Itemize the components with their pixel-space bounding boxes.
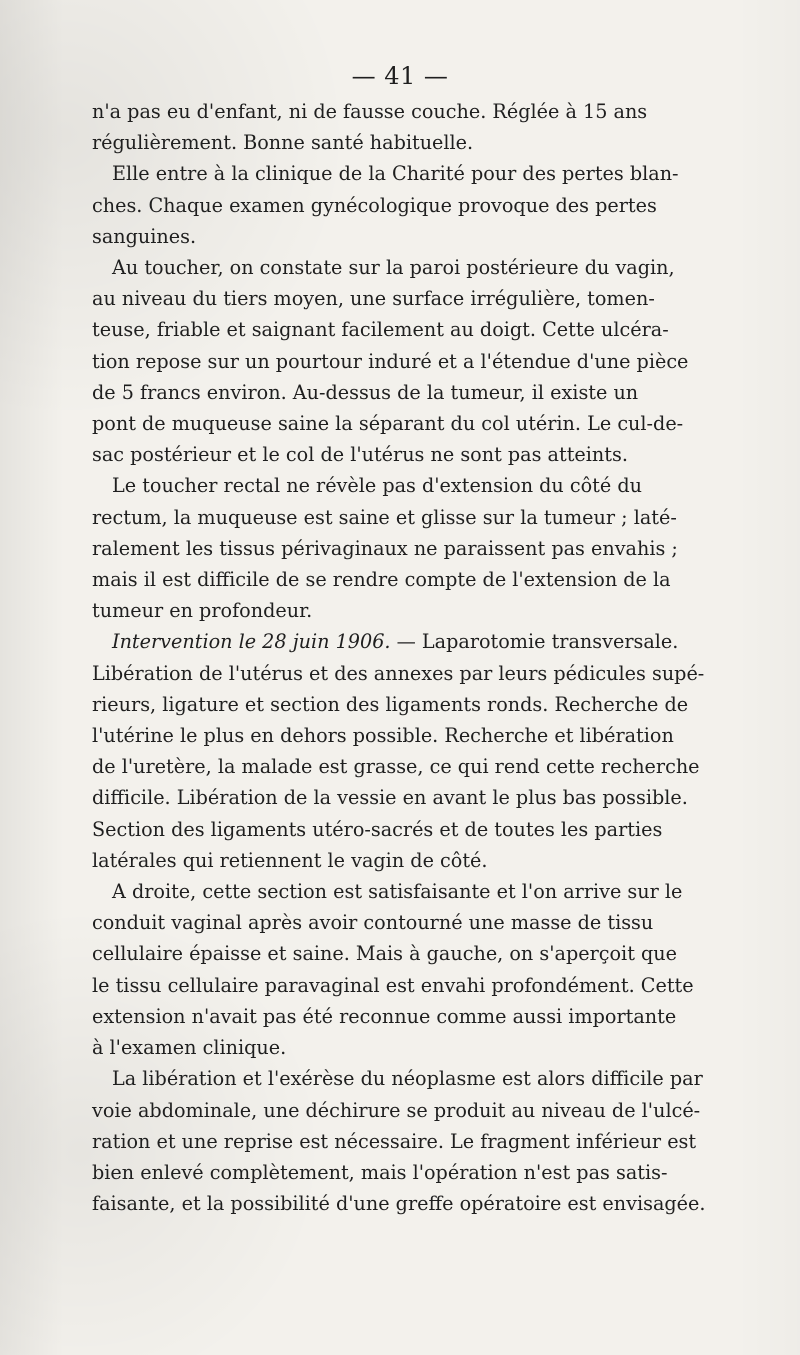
text-line: ralement les tissus périvaginaux ne paraissent pas envahis ; (92, 536, 678, 560)
text-line: rectum, la muqueuse est saine et glisse sur la tumeur ; laté- (92, 505, 677, 529)
text-line: Le toucher rectal ne révèle pas d'extension du côté du (112, 474, 642, 498)
text-line: bien enlevé complètement, mais l'opération n'est pas satis- (92, 1160, 668, 1184)
page-number: — 41 — (351, 62, 449, 90)
text-line: A droite, cette section est satisfaisante et l'on arrive sur le (112, 880, 683, 904)
text-line: tion repose sur un pourtour induré et a l'étendue d'une pièce (92, 349, 689, 373)
text-line: cellulaire épaisse et saine. Mais à gauche, on s'aperçoit que (92, 942, 677, 966)
text-line: rieurs, ligature et section des ligaments ronds. Recherche de (92, 692, 689, 716)
text-line: voie abdominale, une déchirure se produit au niveau de l'ulcé- (92, 1098, 701, 1122)
text-line: pont de muqueuse saine la séparant du col utérin. Le cul-de- (92, 412, 684, 436)
text-line: Libération de l'utérus et des annexes par leurs pédicules supé- (92, 661, 705, 685)
text-line: ches. Chaque examen gynécologique provoque des pertes (92, 193, 657, 217)
text-line: sac postérieur et le col de l'utérus ne sont pas atteints. (92, 443, 628, 467)
text-line: n'a pas eu d'enfant, ni de fausse couche. Réglée à 15 ans (92, 100, 648, 123)
intervention-line (92, 626, 745, 657)
text-line: faisante, et la possibilité d'une greffe opératoire est envisagée. (92, 1192, 706, 1216)
intervention-detail: — Laparotomie transversale. (390, 630, 679, 654)
text-line: mais il est difficile de se rendre compte de l'extension de la (92, 568, 671, 592)
text-line: à l'examen clinique. (92, 1036, 287, 1060)
text-line: conduit vaginal après avoir contourné une masse de tissu (92, 911, 654, 935)
text-line: extension n'avait pas été reconnue comme aussi importante (92, 1004, 677, 1028)
text-line: latérales qui retiennent le vagin de côté. (92, 848, 488, 872)
text-line: de l'uretère, la malade est grasse, ce qui rend cette recherche (92, 755, 700, 779)
text-line: tumeur en profondeur. (92, 599, 313, 623)
text-line: sanguines. (92, 224, 197, 248)
text-line: régulièrement. Bonne santé habituelle. (92, 131, 474, 155)
text-line: ration et une reprise est nécessaire. Le fragment inférieur est (92, 1129, 697, 1153)
intervention-label: Intervention le 28 juin 1906. (112, 630, 391, 654)
text-line: La libération et l'exérèse du néoplasme est alors difficile par (112, 1067, 703, 1091)
text-line: Elle entre à la clinique de la Charité pour des pertes blan- (112, 162, 679, 186)
text-line: de 5 francs environ. Au-dessus de la tumeur, il existe un (92, 380, 639, 404)
text-line: Section des ligaments utéro-sacrés et de toutes les parties (92, 817, 663, 841)
text-line: Au toucher, on constate sur la paroi postérieure du vagin, (112, 256, 675, 280)
text-line: difficile. Libération de la vessie en avant le plus bas possible. (92, 786, 688, 810)
page-body (92, 96, 745, 1219)
text-line: teuse, friable et saignant facilement au doigt. Cette ulcéra- (92, 318, 669, 342)
text-line: au niveau du tiers moyen, une surface irrégulière, tomen- (92, 287, 655, 311)
text-line: le tissu cellulaire paravaginal est envahi profondément. Cette (92, 973, 694, 997)
text-line: l'utérine le plus en dehors possible. Recherche et libération (92, 724, 674, 748)
